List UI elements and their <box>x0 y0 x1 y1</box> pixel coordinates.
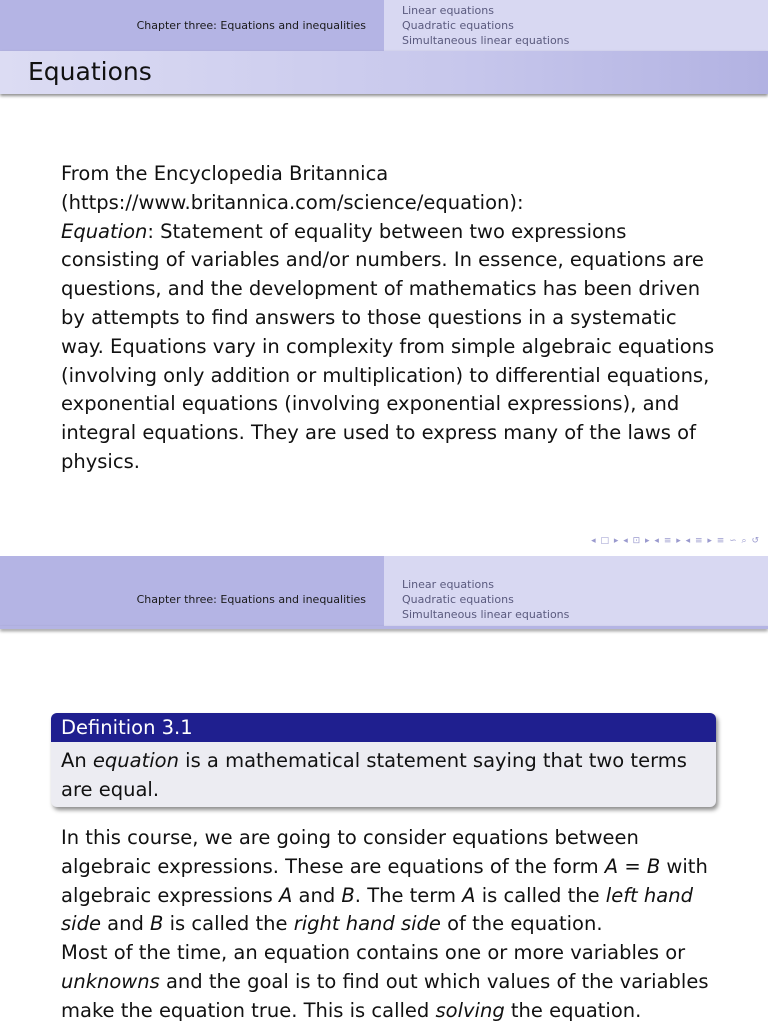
text: the equation. <box>504 998 642 1022</box>
beamer-nav-icons[interactable]: ◂ □ ▸ ◂ ⊡ ▸ ◂ ≡ ▸ ◂ ≡ ▸ ≡ ∽ ⌕ ↺ <box>591 536 760 546</box>
text: and <box>100 912 151 936</box>
frame-title-bar <box>0 51 768 94</box>
text: Most of the time, an equation contains one or more variables or <box>61 941 686 965</box>
section-link-simultaneous[interactable]: Simultaneous linear equations <box>402 607 570 621</box>
term-equation: Equation <box>61 219 148 243</box>
text: of the equation. <box>440 912 603 936</box>
definition-block <box>51 713 716 807</box>
paragraph-course <box>61 824 721 939</box>
chapter-cell <box>0 0 384 51</box>
definition-body <box>51 742 716 804</box>
headline-bar <box>0 0 768 51</box>
frame-title: Equations <box>28 57 152 86</box>
math-equation: A = B <box>604 854 661 878</box>
definition-quote <box>61 218 721 477</box>
math-var: A <box>462 883 476 907</box>
chapter-cell <box>0 556 384 626</box>
section-link-simultaneous[interactable]: Simultaneous linear equations <box>402 34 570 47</box>
text: and <box>292 883 342 907</box>
term-unknowns: unknowns <box>61 969 160 993</box>
source-line: From the Encyclopedia Britannica <box>61 162 389 185</box>
math-var: A <box>278 883 293 907</box>
slide-definition <box>0 556 768 1024</box>
math-var: B <box>341 883 355 907</box>
term-rhs: right hand side <box>293 912 441 936</box>
term-solving: solving <box>435 998 505 1022</box>
term-lhs: left hand side <box>61 883 693 936</box>
section-link-linear[interactable]: Linear equations <box>402 4 494 17</box>
def-text: An <box>61 749 93 772</box>
section-link-quadratic[interactable]: Quadratic equations <box>402 19 514 32</box>
slide-body <box>61 160 721 477</box>
def-term: equation <box>92 749 179 772</box>
section-link-quadratic[interactable]: Quadratic equations <box>402 592 514 606</box>
source-url: (https://www.britannica.com/science/equation): <box>61 190 524 214</box>
text: with algebraic expressions <box>61 854 708 907</box>
text: is called the <box>475 883 606 907</box>
chapter-title: Chapter three: Equations and inequalities <box>136 592 366 606</box>
definition-title: Definition 3.1 <box>51 713 716 742</box>
headline-bar <box>0 556 768 626</box>
section-link-linear[interactable]: Linear equations <box>402 577 494 591</box>
section-nav <box>384 556 768 626</box>
chapter-title: Chapter three: Equations and inequalities <box>136 19 366 32</box>
quote-text: : Statement of equality between two expressions consisting of variables and/or numbers. In essence, equations are questions, and the development of mathematics has been driven by attempts to find answers to those questions in a systematic way. Equations vary in complexity from simple algebraic equations (involving only addition or multiplication) to differential equations, exponential equations (involving exponential expressions), and integral equations. They are used to express many of the laws of physics. <box>61 219 715 473</box>
def-text: is a mathematical statement saying that two terms are equal. <box>61 749 687 801</box>
text: In this course, we are going to consider equations between algebraic expressions. These are equations of the form <box>61 826 639 878</box>
paragraph-unknowns <box>61 939 721 1024</box>
frame-title-bar <box>0 626 768 629</box>
slide-body <box>61 824 721 1024</box>
math-var: B <box>150 912 164 936</box>
text: is called the <box>163 912 294 936</box>
section-nav <box>384 0 768 51</box>
text: and the goal is to find out which values of the variables make the equation true. This is called <box>61 969 709 1022</box>
text: . The term <box>354 883 463 907</box>
